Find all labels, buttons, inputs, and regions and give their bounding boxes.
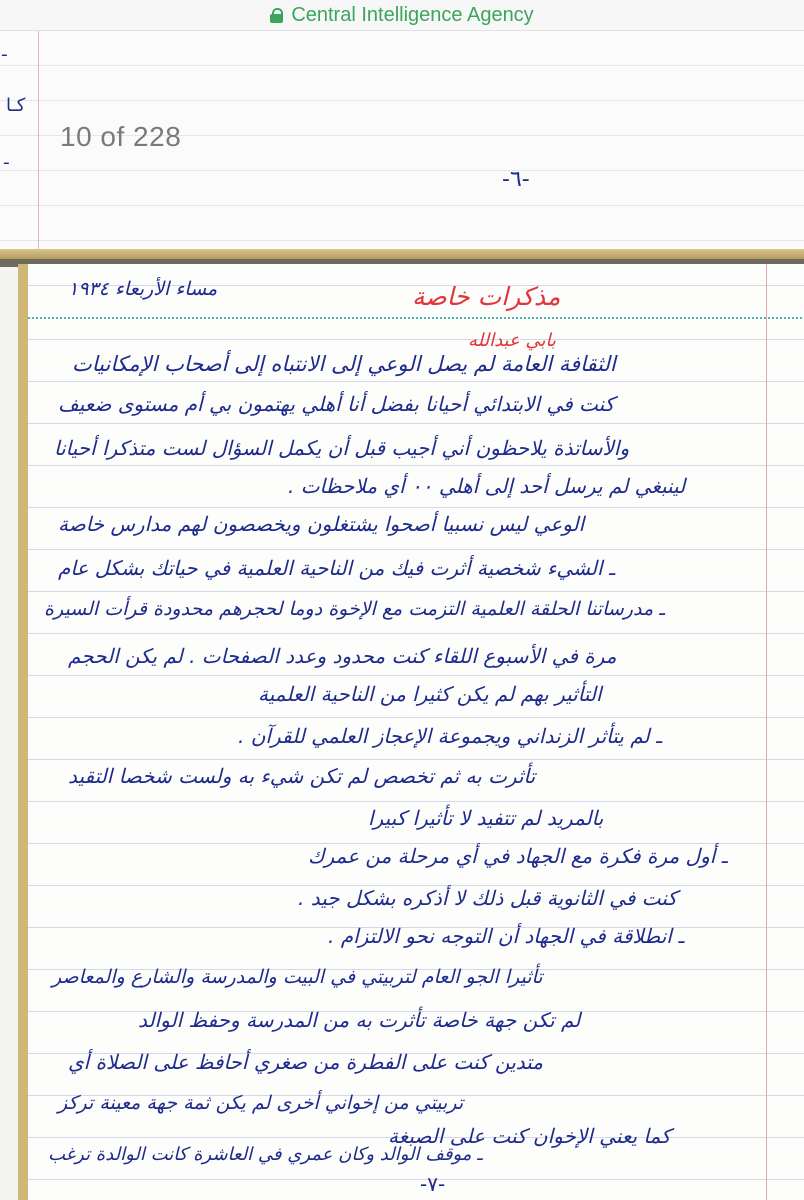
page-edge <box>0 249 804 259</box>
previous-page-scan <box>0 31 804 249</box>
page-counter: 10 of 228 <box>60 121 182 152</box>
handwritten-line: التأثير بهم لم يكن كثيرا من الناحية العلمية <box>258 682 602 706</box>
ink-mark: ـ <box>4 149 9 168</box>
handwritten-line: لم تكن جهة خاصة تأثرت به من المدرسة وحفظ الوالد <box>138 1008 581 1032</box>
handwritten-line: الوعي ليس نسبيا أصحوا يشتغلون ويخصصون لهم مدارس خاصة <box>58 512 585 536</box>
author-signature: بابي عبدالله <box>468 330 556 351</box>
handwritten-line: ـ لم يتأثر الزنداني ويجموعة الإعجاز العلمي للقرآن . <box>238 724 662 748</box>
handwritten-line: مرة في الأسبوع اللقاء كنت محدود وعدد الصفحات . لم يكن الحجم <box>68 644 617 668</box>
handwritten-line: تأثيرا الجو العام لتربيتي في البيت والمدرسة والشارع والمعاصر <box>52 966 543 988</box>
handwritten-line: ـ انطلاقة في الجهاد أن التوجه نحو الالتزام . <box>328 924 685 948</box>
handwritten-line: بالمريد لم تتفيد لا تأثيرا كبيرا <box>368 806 604 830</box>
entry-date: مساء الأربعاء ١٩٣٤ <box>68 278 218 300</box>
page-number: -٧- <box>420 1172 446 1196</box>
notebook-page <box>18 264 804 1200</box>
handwritten-line: والأساتذة يلاحظون أني أجيب قبل أن يكمل السؤال لست متذكرا أحيانا <box>54 436 630 460</box>
handwritten-line: متدين كنت على الفطرة من صغري أحافظ على الصلاة أي <box>68 1050 544 1074</box>
notebook-title: مذكرات خاصة <box>412 282 561 311</box>
handwritten-line: ـ مدرساتنا الحلقة العلمية التزمت مع الإخوة دوما لحجرهم محدودة قرأت السيرة <box>44 598 665 620</box>
handwritten-line: ـ الشيء شخصية أثرت فيك من الناحية العلمية في حياتك بشكل عام <box>58 556 615 580</box>
handwritten-line: ـ موقف الوالد وكان عمري في العاشرة كانت الوالدة ترغب <box>48 1144 483 1165</box>
handwritten-line: الثقافة العامة لم يصل الوعي إلى الانتباه إلى أصحاب الإمكانيات <box>72 352 616 376</box>
lock-icon <box>270 8 283 23</box>
handwritten-line: تربيتي من إخواني أخرى لم يكن ثمة جهة معينة تركز <box>58 1092 464 1114</box>
previous-page-number: -٦- <box>502 167 530 192</box>
handwritten-line: لينبغي لم يرسل أحد إلى أهلي ٠٠ أي ملاحظات . <box>288 474 686 498</box>
ink-mark: كـا <box>6 95 26 116</box>
margin-line <box>38 31 39 249</box>
handwritten-line: تأثرت به ثم تخصص لم تكن شيء به ولست شخصا التقيد <box>68 764 536 788</box>
ink-mark: ـ <box>2 41 7 60</box>
browser-address-bar <box>0 0 804 31</box>
site-name[interactable]: Central Intelligence Agency <box>291 3 534 26</box>
handwritten-line: كنت في الابتدائي أحيانا بفضل أنا أهلي يهتمون بي أم مستوى ضعيف <box>58 392 615 416</box>
header-dotted-line <box>28 317 804 319</box>
handwritten-line: كما يعني الإخوان كنت على الصبغة <box>388 1124 671 1148</box>
handwritten-line: كنت في الثانوية قبل ذلك لا أذكره بشكل جيد . <box>298 886 677 910</box>
handwritten-line: ـ أول مرة فكرة مع الجهاد في أي مرحلة من عمرك <box>308 844 728 868</box>
margin-line <box>766 264 767 1200</box>
